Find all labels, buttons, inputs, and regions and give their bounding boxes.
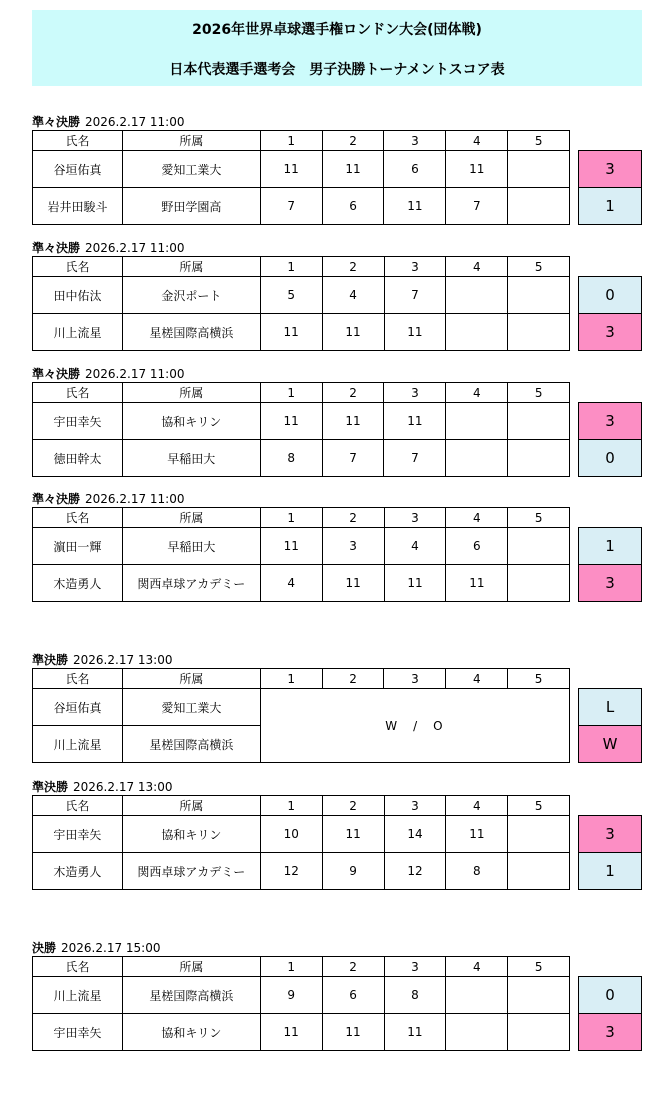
player-row xyxy=(33,151,642,188)
column-header-g4: 4 xyxy=(446,131,508,151)
match-datetime: 2026.2.17 13:00 xyxy=(73,780,173,794)
game-score-g2: 7 xyxy=(322,440,384,477)
column-header-g3: 3 xyxy=(384,957,446,977)
player-name: 木造勇人 xyxy=(33,853,123,890)
player-name: 宇田幸矢 xyxy=(33,403,123,440)
column-header-name: 氏名 xyxy=(33,669,123,689)
game-score-g2: 11 xyxy=(322,1014,384,1051)
match-result: W xyxy=(579,726,642,763)
game-score-g1: 11 xyxy=(260,151,322,188)
match-result: 3 xyxy=(579,403,642,440)
header-row xyxy=(33,257,642,277)
round-name: 準々決勝 xyxy=(32,492,81,506)
game-score-g2: 11 xyxy=(322,151,384,188)
player-name: 川上流星 xyxy=(33,726,123,763)
header-blank-result xyxy=(579,257,642,277)
column-header-g5: 5 xyxy=(508,508,570,528)
match-round-label xyxy=(32,115,184,130)
player-affiliation: 愛知工業大 xyxy=(122,151,260,188)
column-header-g1: 1 xyxy=(260,669,322,689)
match-result: L xyxy=(579,689,642,726)
game-score-g1: 11 xyxy=(260,403,322,440)
title-banner xyxy=(32,10,642,86)
column-header-name: 氏名 xyxy=(33,957,123,977)
game-score-g5 xyxy=(508,151,570,188)
page-title: 2026年世界卓球選手権ロンドン大会(団体戦) xyxy=(192,22,482,38)
game-score-g5 xyxy=(508,816,570,853)
game-score-g1: 10 xyxy=(260,816,322,853)
game-score-g5 xyxy=(508,277,570,314)
game-score-g1: 8 xyxy=(260,440,322,477)
header-row xyxy=(33,796,642,816)
player-affiliation: 関西卓球アカデミー xyxy=(122,565,260,602)
player-row xyxy=(33,816,642,853)
game-score-g2: 11 xyxy=(322,314,384,351)
game-score-g4 xyxy=(446,314,508,351)
game-score-g4 xyxy=(446,1014,508,1051)
result-gap xyxy=(570,726,579,763)
game-score-g1: 5 xyxy=(260,277,322,314)
match-round-label xyxy=(32,941,160,956)
result-gap xyxy=(570,403,579,440)
column-header-g5: 5 xyxy=(508,257,570,277)
score-table xyxy=(32,795,642,890)
player-row xyxy=(33,565,642,602)
match-result: 3 xyxy=(579,151,642,188)
result-gap xyxy=(570,188,579,225)
match-round-label xyxy=(32,241,184,256)
column-header-affiliation: 所属 xyxy=(122,796,260,816)
walkover-cell: W / O xyxy=(260,689,569,763)
game-score-g1: 11 xyxy=(260,528,322,565)
player-name: 岩井田駿斗 xyxy=(33,188,123,225)
result-gap xyxy=(570,689,579,726)
column-header-g5: 5 xyxy=(508,383,570,403)
game-score-g2: 4 xyxy=(322,277,384,314)
game-score-g4 xyxy=(446,403,508,440)
player-name: 宇田幸矢 xyxy=(33,1014,123,1051)
header-blank-result xyxy=(579,796,642,816)
game-score-g1: 9 xyxy=(260,977,322,1014)
column-header-g3: 3 xyxy=(384,796,446,816)
game-score-g3: 14 xyxy=(384,816,446,853)
player-row xyxy=(33,1014,642,1051)
game-score-g3: 11 xyxy=(384,565,446,602)
header-blank-result xyxy=(579,669,642,689)
column-header-name: 氏名 xyxy=(33,257,123,277)
column-header-affiliation: 所属 xyxy=(122,669,260,689)
column-header-g1: 1 xyxy=(260,383,322,403)
header-blank-result xyxy=(579,957,642,977)
game-score-g4: 7 xyxy=(446,188,508,225)
round-name: 決勝 xyxy=(32,941,57,955)
round-name: 準決勝 xyxy=(32,780,69,794)
player-affiliation: 協和キリン xyxy=(122,1014,260,1051)
game-score-g1: 11 xyxy=(260,1014,322,1051)
header-blank-gap xyxy=(570,257,579,277)
match-result: 1 xyxy=(579,853,642,890)
column-header-g2: 2 xyxy=(322,796,384,816)
game-score-g2: 3 xyxy=(322,528,384,565)
result-gap xyxy=(570,151,579,188)
match-result: 3 xyxy=(579,565,642,602)
game-score-g3: 7 xyxy=(384,440,446,477)
column-header-g4: 4 xyxy=(446,257,508,277)
game-score-g1: 11 xyxy=(260,314,322,351)
round-name: 準決勝 xyxy=(32,653,69,667)
player-name: 谷垣佑真 xyxy=(33,151,123,188)
player-affiliation: 早稲田大 xyxy=(122,440,260,477)
player-row xyxy=(33,977,642,1014)
game-score-g4: 6 xyxy=(446,528,508,565)
match-datetime: 2026.2.17 13:00 xyxy=(73,653,173,667)
player-affiliation: 野田学園高 xyxy=(122,188,260,225)
match-result: 1 xyxy=(579,528,642,565)
game-score-g2: 9 xyxy=(322,853,384,890)
game-score-g3: 11 xyxy=(384,188,446,225)
player-name: 宇田幸矢 xyxy=(33,816,123,853)
game-score-g4: 11 xyxy=(446,565,508,602)
header-blank-gap xyxy=(570,508,579,528)
header-row xyxy=(33,383,642,403)
player-name: 田中佑汰 xyxy=(33,277,123,314)
result-gap xyxy=(570,853,579,890)
player-affiliation: 協和キリン xyxy=(122,816,260,853)
column-header-g4: 4 xyxy=(446,383,508,403)
player-name: 谷垣佑真 xyxy=(33,689,123,726)
score-table xyxy=(32,382,642,477)
game-score-g3: 12 xyxy=(384,853,446,890)
result-gap xyxy=(570,528,579,565)
column-header-affiliation: 所属 xyxy=(122,957,260,977)
header-row xyxy=(33,669,642,689)
match-result: 3 xyxy=(579,314,642,351)
player-affiliation: 星槎国際高横浜 xyxy=(122,726,260,763)
game-score-g5 xyxy=(508,565,570,602)
header-blank-result xyxy=(579,508,642,528)
column-header-g2: 2 xyxy=(322,669,384,689)
column-header-name: 氏名 xyxy=(33,508,123,528)
column-header-g4: 4 xyxy=(446,957,508,977)
match-result: 0 xyxy=(579,977,642,1014)
match-round-label xyxy=(32,367,184,382)
column-header-g1: 1 xyxy=(260,796,322,816)
column-header-g3: 3 xyxy=(384,131,446,151)
header-blank-gap xyxy=(570,796,579,816)
game-score-g5 xyxy=(508,977,570,1014)
column-header-g3: 3 xyxy=(384,383,446,403)
game-score-g5 xyxy=(508,853,570,890)
match-result: 3 xyxy=(579,1014,642,1051)
game-score-g5 xyxy=(508,403,570,440)
player-row xyxy=(33,314,642,351)
column-header-g4: 4 xyxy=(446,796,508,816)
column-header-name: 氏名 xyxy=(33,131,123,151)
player-row xyxy=(33,853,642,890)
match-datetime: 2026.2.17 11:00 xyxy=(85,492,185,506)
player-row xyxy=(33,440,642,477)
game-score-g4: 11 xyxy=(446,151,508,188)
game-score-g2: 6 xyxy=(322,977,384,1014)
round-name: 準々決勝 xyxy=(32,115,81,129)
header-blank-gap xyxy=(570,383,579,403)
column-header-g5: 5 xyxy=(508,796,570,816)
game-score-g5 xyxy=(508,314,570,351)
game-score-g3: 11 xyxy=(384,403,446,440)
column-header-name: 氏名 xyxy=(33,383,123,403)
score-table xyxy=(32,507,642,602)
match-result: 1 xyxy=(579,188,642,225)
game-score-g3: 11 xyxy=(384,314,446,351)
page-subtitle: 日本代表選手選考会 男子決勝トーナメントスコア表 xyxy=(169,62,505,78)
column-header-affiliation: 所属 xyxy=(122,131,260,151)
result-gap xyxy=(570,314,579,351)
match-result: 0 xyxy=(579,440,642,477)
match-round-label xyxy=(32,653,172,668)
player-name: 徳田幹太 xyxy=(33,440,123,477)
player-row xyxy=(33,403,642,440)
column-header-g4: 4 xyxy=(446,508,508,528)
column-header-g5: 5 xyxy=(508,131,570,151)
player-affiliation: 関西卓球アカデミー xyxy=(122,853,260,890)
match-round-label xyxy=(32,780,172,795)
player-name: 木造勇人 xyxy=(33,565,123,602)
result-gap xyxy=(570,816,579,853)
game-score-g5 xyxy=(508,528,570,565)
column-header-g1: 1 xyxy=(260,957,322,977)
column-header-g2: 2 xyxy=(322,383,384,403)
column-header-g3: 3 xyxy=(384,508,446,528)
column-header-g2: 2 xyxy=(322,131,384,151)
game-score-g4 xyxy=(446,440,508,477)
header-row xyxy=(33,131,642,151)
result-gap xyxy=(570,1014,579,1051)
round-name: 準々決勝 xyxy=(32,241,81,255)
result-gap xyxy=(570,440,579,477)
match-result: 3 xyxy=(579,816,642,853)
header-blank-gap xyxy=(570,957,579,977)
column-header-name: 氏名 xyxy=(33,796,123,816)
game-score-g3: 7 xyxy=(384,277,446,314)
player-affiliation: 愛知工業大 xyxy=(122,689,260,726)
header-blank-gap xyxy=(570,131,579,151)
header-row xyxy=(33,508,642,528)
game-score-g4: 8 xyxy=(446,853,508,890)
column-header-affiliation: 所属 xyxy=(122,383,260,403)
player-row xyxy=(33,528,642,565)
score-table xyxy=(32,130,642,225)
game-score-g2: 11 xyxy=(322,565,384,602)
header-blank-result xyxy=(579,131,642,151)
game-score-g5 xyxy=(508,1014,570,1051)
player-name: 川上流星 xyxy=(33,314,123,351)
game-score-g4 xyxy=(446,277,508,314)
column-header-g1: 1 xyxy=(260,508,322,528)
column-header-g4: 4 xyxy=(446,669,508,689)
column-header-g3: 3 xyxy=(384,257,446,277)
match-datetime: 2026.2.17 11:00 xyxy=(85,241,185,255)
match-result: 0 xyxy=(579,277,642,314)
score-table xyxy=(32,668,642,763)
result-gap xyxy=(570,565,579,602)
match-round-label xyxy=(32,492,184,507)
column-header-g3: 3 xyxy=(384,669,446,689)
game-score-g4: 11 xyxy=(446,816,508,853)
player-affiliation: 星槎国際高横浜 xyxy=(122,314,260,351)
column-header-affiliation: 所属 xyxy=(122,508,260,528)
player-affiliation: 早稲田大 xyxy=(122,528,260,565)
result-gap xyxy=(570,277,579,314)
column-header-g1: 1 xyxy=(260,131,322,151)
header-blank-result xyxy=(579,383,642,403)
column-header-affiliation: 所属 xyxy=(122,257,260,277)
game-score-g2: 11 xyxy=(322,816,384,853)
column-header-g2: 2 xyxy=(322,257,384,277)
round-name: 準々決勝 xyxy=(32,367,81,381)
score-table xyxy=(32,956,642,1051)
game-score-g2: 11 xyxy=(322,403,384,440)
column-header-g1: 1 xyxy=(260,257,322,277)
game-score-g3: 11 xyxy=(384,1014,446,1051)
player-row xyxy=(33,277,642,314)
column-header-g5: 5 xyxy=(508,957,570,977)
game-score-g3: 8 xyxy=(384,977,446,1014)
match-datetime: 2026.2.17 15:00 xyxy=(61,941,161,955)
game-score-g1: 12 xyxy=(260,853,322,890)
game-score-g1: 4 xyxy=(260,565,322,602)
game-score-g2: 6 xyxy=(322,188,384,225)
result-gap xyxy=(570,977,579,1014)
player-affiliation: 金沢ポート xyxy=(122,277,260,314)
column-header-g2: 2 xyxy=(322,957,384,977)
score-table xyxy=(32,256,642,351)
match-datetime: 2026.2.17 11:00 xyxy=(85,367,185,381)
game-score-g3: 6 xyxy=(384,151,446,188)
column-header-g5: 5 xyxy=(508,669,570,689)
player-name: 川上流星 xyxy=(33,977,123,1014)
game-score-g5 xyxy=(508,188,570,225)
player-affiliation: 協和キリン xyxy=(122,403,260,440)
player-row xyxy=(33,689,642,726)
column-header-g2: 2 xyxy=(322,508,384,528)
player-row xyxy=(33,188,642,225)
match-datetime: 2026.2.17 11:00 xyxy=(85,115,185,129)
game-score-g4 xyxy=(446,977,508,1014)
game-score-g3: 4 xyxy=(384,528,446,565)
header-row xyxy=(33,957,642,977)
header-blank-gap xyxy=(570,669,579,689)
game-score-g5 xyxy=(508,440,570,477)
player-affiliation: 星槎国際高横浜 xyxy=(122,977,260,1014)
player-name: 濵田一輝 xyxy=(33,528,123,565)
game-score-g1: 7 xyxy=(260,188,322,225)
